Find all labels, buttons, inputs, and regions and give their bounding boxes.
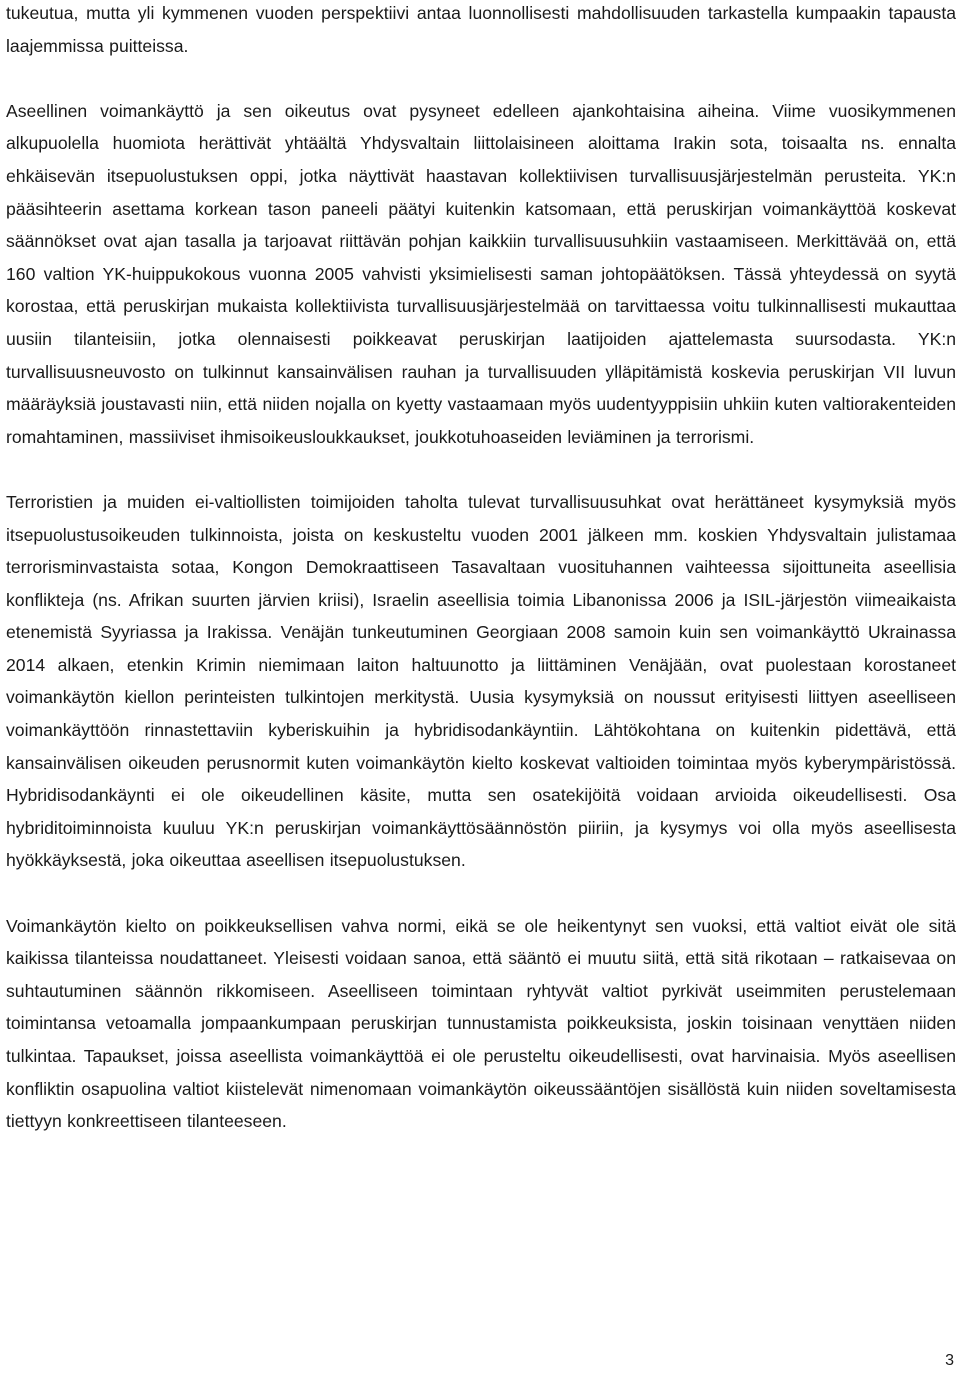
paragraph-spacer bbox=[6, 62, 956, 95]
paragraph-spacer bbox=[6, 877, 956, 910]
paragraph-spacer bbox=[6, 453, 956, 486]
paragraph: tukeutua, mutta yli kymmenen vuoden perspektiivi antaa luonnollisesti mahdollisuuden tarkastella kumpaakin tapausta laajemmissa puitteissa. bbox=[6, 3, 956, 56]
paragraph: Aseellinen voimankäyttö ja sen oikeutus ovat pysyneet edelleen ajankohtaisina aiheina. Viime vuosikymmenen alkupuolella huomiota herättivät yhtäältä Yhdysvaltain liittolaisineen aloittama Irakin sota, toisaalta ns. ennalta ehkäisevän itsepuolustuksen oppi, jotka näyttivät haastavan kollektiivisen turvallisuusjärjestelmän perusteita. YK:n pääsihteerin asettama korkean tason paneeli päätyi kuitenkin katsomaan, että peruskirjan voimankäyttöä koskevat säännökset ovat ajan tasalla ja tarjoavat riittävän pohjan kaikkiin turvallisuusuhkiin vastaamiseen. Merkittävää on, että 160 valtion YK-huippukokous vuonna 2005 vahvisti yksimielisesti saman johtopäätöksen. Tässä yhteydessä on syytä korostaa, että peruskirjan mukaista kollektiivista turvallisuusjärjestelmää on tarvittaessa voitu tulkinnallisesti mukauttaa uusiin tilanteisiin, jotka olennaisesti poikkeavat peruskirjan laatijoiden ajattelemasta suursodasta. YK:n turvallisuusneuvosto on tulkinnut kansainvälisen rauhan ja turvallisuuden ylläpitämistä koskevia peruskirjan VII luvun määräyksiä joustavasti niin, että niiden nojalla on kyetty vastaamaan myös uudentyyppisiin uhkiin kuten valtiorakenteiden romahtaminen, massiiviset ihmisoikeusloukkaukset, joukkotuhoaseiden leviäminen ja terrorismi. bbox=[6, 100, 956, 447]
paragraph: Voimankäytön kielto on poikkeuksellisen vahva normi, eikä se ole heikentynyt sen vuoksi, että valtiot eivät ole sitä kaikissa tilanteissa noudattaneet. Yleisesti voidaan sanoa, että sääntö ei muutu siitä, että sitä rikotaan – ratkaisevaa on suhtautuminen säännön rikkomiseen. Aseelliseen toimintaan ryhtyvät valtiot pyrkivät useimmiten perustelemaan toimintansa vetoamalla jompaankumpaan peruskirjan tunnustamista poikkeuksista, joskin toisinaan venyttäen niiden tulkintaa. Tapaukset, joissa aseellista voimankäyttöä ei ole perusteltu oikeudellisesti, ovat harvinaisia. Myös aseellisen konfliktin osapuolina valtiot kiistelevät nimenomaan voimankäytön oikeussääntöjen sisällöstä kuin niiden soveltamisesta tiettyyn konkreettiseen tilanteeseen. bbox=[6, 915, 956, 1132]
page-number: 3 bbox=[945, 1352, 954, 1369]
paragraph: Terroristien ja muiden ei-valtiollisten toimijoiden taholta tulevat turvallisuusuhkat ovat herättäneet kysymyksiä myös itsepuolustusoikeuden tulkinnoista, joista on keskusteltu vuoden 2001 jälkeen mm. koskien Yhdysvaltain julistamaa terrorisminvastaista sotaa, Kongon Demokraattiseen Tasavaltaan vuosituhannen vaihteessa sijoittuneita aseellisia konflikteja (ns. Afrikan suurten järvien kriisi), Israelin aseellisia toimia Libanonissa 2006 ja ISIL-järjestön viimeaikaista etenemistä Syyriassa ja Irakissa. Venäjän tunkeutuminen Georgiaan 2008 samoin kuin sen voimankäyttö Ukrainassa 2014 alkaen, etenkin Krimin niemimaan laiton haltuunotto ja liittäminen Venäjään, ovat puolestaan korostaneet voimankäytön kiellon perinteisten tulkintojen merkitystä. Uusia kysymyksiä on noussut erityisesti liittyen aseelliseen voimankäyttöön rinnastettaviin kyberiskuihin ja hybridisodankäyntiin. Lähtökohtana on kuitenkin pidettävä, että kansainvälisen oikeuden perusnormit kuten voimankäytön kielto koskevat valtioiden toimintaa myös kyberympäristössä. Hybridisodankäynti ei ole oikeudellinen käsite, mutta sen osatekijöitä voidaan arvioida oikeudellisesti. Osa hybriditoiminnoista kuuluu YK:n peruskirjan voimankäyttösäännöstön piiriin, ja kysymys voi olla myös aseellisesta hyökkäyksestä, joka oikeuttaa aseellisen itsepuolustuksen. bbox=[6, 491, 956, 871]
document-page bbox=[6, 0, 956, 1138]
